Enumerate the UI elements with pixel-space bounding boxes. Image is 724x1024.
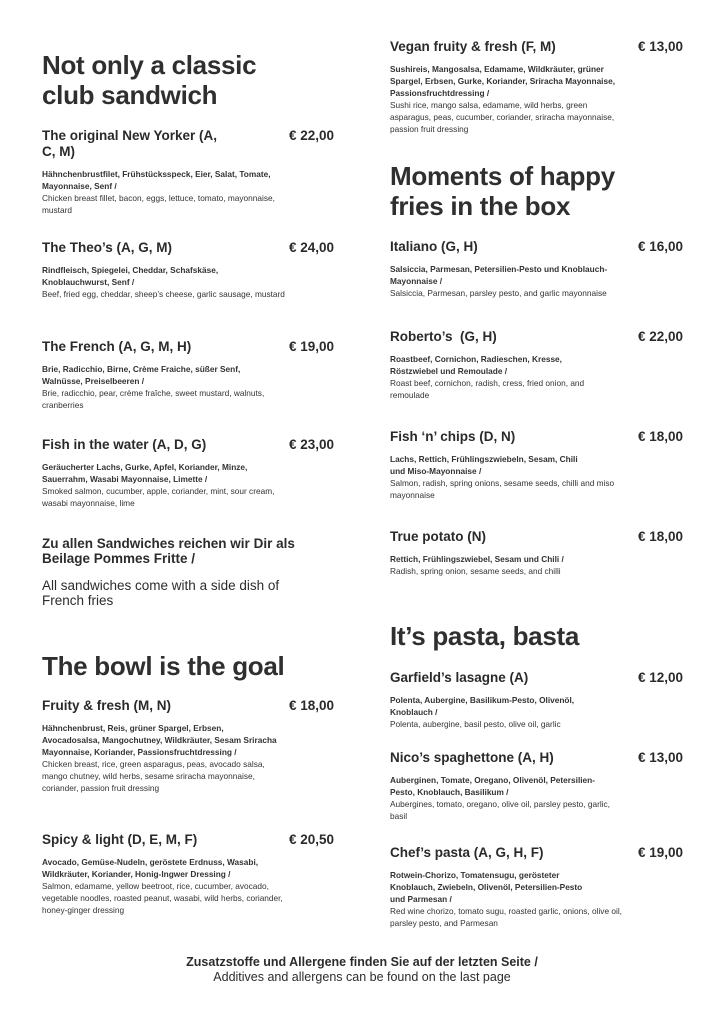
menu-item-theo [42, 240, 334, 300]
item-name: Fish ‘n’ chips (D, N) [390, 429, 516, 444]
item-name: The French (A, G, M, H) [42, 339, 192, 354]
menu-item-fruity-fresh [42, 698, 334, 794]
item-price: € 18,00 [288, 698, 334, 713]
menu-item-french [42, 339, 334, 411]
item-desc-en: Chicken breast, rice, green asparagus, peas, avocado salsa, mango chutney, wild herbs, sesame sriracha mayonnaise, coriander, passion fruit dressing [42, 759, 265, 793]
footer-allergen-note [0, 955, 724, 985]
item-name: Fish in the water (A, D, G) [42, 437, 207, 452]
section-title-pasta [390, 621, 579, 651]
side-note [42, 536, 332, 608]
item-desc-en: Red wine chorizo, tomato sugu, roasted garlic, onions, olive oil, parsley pesto, and Parmesan [390, 906, 622, 928]
title-line: fries in the box [390, 191, 571, 221]
menu-item-true-potato [390, 529, 683, 577]
item-name: Spicy & light (D, E, M, F) [42, 832, 198, 847]
item-desc-de: Rotwein-Chorizo, Tomatensugu, gerösteter Knoblauch, Zwiebeln, Olivenöl, Petersilien-Pesto und Parmesan / [390, 870, 583, 904]
item-desc-de: Avocado, Gemüse-Nudeln, geröstete Erdnuss, Wasabi, Wildkräuter, Koriander, Honig-Ingwer Dressing / [42, 857, 259, 879]
item-desc-en: Aubergines, tomato, oregano, olive oil, parsley pesto, garlic, basil [390, 799, 610, 821]
title-line: The bowl is the goal [42, 651, 285, 681]
item-name: Garfield’s lasagne (A) [390, 670, 529, 685]
item-name: The Theo’s (A, G, M) [42, 240, 172, 255]
item-price: € 22,00 [637, 329, 683, 344]
item-desc-en: Salmon, edamame, yellow beetroot, rice, cucumber, avocado, vegetable noodles, roasted peanut, wasabi, wild herbs, coriander, honey-ginger dressing [42, 881, 283, 915]
item-desc-de: Hähnchenbrustfilet, Frühstücksspeck, Eier, Salat, Tomate, Mayonnaise, Senf / [42, 169, 271, 191]
menu-item-fish-chips [390, 429, 683, 501]
section-title-bowl [42, 651, 284, 681]
item-price: € 18,00 [637, 429, 683, 444]
section-title-fries [390, 161, 615, 221]
item-price: € 18,00 [637, 529, 683, 544]
item-desc-en: Beef, fried egg, cheddar, sheep’s cheese, garlic sausage, mustard [42, 289, 285, 299]
item-price: € 19,00 [288, 339, 334, 354]
item-price: € 12,00 [637, 670, 683, 685]
item-desc-de: Salsiccia, Parmesan, Petersilien-Pesto und Knoblauch-Mayonnaise / [390, 264, 608, 286]
item-desc-en: Salmon, radish, spring onions, sesame seeds, chilli and miso mayonnaise [390, 478, 615, 500]
item-price: € 20,50 [288, 832, 334, 847]
section-title-sandwich [42, 50, 256, 110]
item-desc-de: Polenta, Aubergine, Basilikum-Pesto, Olivenöl, Knoblauch / [390, 695, 575, 717]
item-price: € 13,00 [637, 750, 683, 765]
menu-item-vegan-fruity [390, 39, 683, 135]
title-line: It’s pasta, basta [390, 621, 580, 651]
menu-item-garfield [390, 670, 683, 730]
item-desc-de: Lachs, Rettich, Frühlingszwiebeln, Sesam, Chili und Miso-Mayonnaise / [390, 454, 578, 476]
item-price: € 23,00 [288, 437, 334, 452]
menu-item-nico [390, 750, 683, 822]
menu-item-roberto [390, 329, 683, 401]
item-desc-de: Rindfleisch, Spiegelei, Cheddar, Schafskäse, Knoblauchwurst, Senf / [42, 265, 219, 287]
item-price: € 24,00 [288, 240, 334, 255]
item-price: € 19,00 [637, 845, 683, 860]
menu-item-fish-water [42, 437, 334, 509]
item-name: Fruity & fresh (M, N) [42, 698, 172, 713]
item-name: Italiano (G, H) [390, 239, 478, 254]
item-name: Chef’s pasta (A, G, H, F) [390, 845, 544, 860]
item-desc-en: Sushi rice, mango salsa, edamame, wild herbs, green asparagus, peas, cucumber, coriander, sriracha mayonnaise, passion fruit dressing [390, 100, 615, 134]
side-note-de: Zu allen Sandwiches reichen wir Dir als Beilage Pommes Fritte / [42, 536, 295, 566]
item-desc-en: Polenta, aubergine, basil pesto, olive oil, garlic [390, 719, 561, 729]
item-name: Nico’s spaghettone (A, H) [390, 750, 554, 765]
footer-en: Additives and allergens can be found on the last page [213, 970, 511, 984]
title-line: Not only a classic [42, 50, 257, 80]
footer-de: Zusatzstoffe und Allergene finden Sie auf der letzten Seite / [186, 955, 538, 969]
item-desc-en: Roast beef, cornichon, radish, cress, fried onion, and remoulade [390, 378, 585, 400]
side-note-en: All sandwiches come with a side dish of French fries [42, 578, 280, 608]
item-name: True potato (N) [390, 529, 486, 544]
item-desc-de: Geräucherter Lachs, Gurke, Apfel, Koriander, Minze, Sauerrahm, Wasabi Mayonnaise, Limette / [42, 462, 248, 484]
menu-item-spicy-light [42, 832, 334, 916]
item-desc-de: Hähnchenbrust, Reis, grüner Spargel, Erbsen, Avocadosalsa, Mangochutney, Wildkräuter, Sesam Sriracha Mayonnaise, Koriander, Passionsfruchtdressing / [42, 723, 277, 757]
item-desc-en: Radish, spring onion, sesame seeds, and chilli [390, 566, 561, 576]
title-line: club sandwich [42, 80, 218, 110]
item-desc-en: Chicken breast fillet, bacon, eggs, lettuce, tomato, mayonnaise, mustard [42, 193, 275, 215]
menu-item-italiano [390, 239, 683, 299]
item-name: Vegan fruity & fresh (F, M) [390, 39, 556, 54]
item-desc-en: Brie, radicchio, pear, crème fraîche, sweet mustard, walnuts, cranberries [42, 388, 265, 410]
title-line: Moments of happy [390, 161, 615, 191]
item-desc-de: Brie, Radicchio, Birne, Crème Fraiche, süßer Senf, Walnüsse, Preiselbeeren / [42, 364, 241, 386]
item-desc-de: Rettich, Frühlingszwiebel, Sesam und Chili / [390, 554, 564, 564]
menu-item-new-yorker [42, 128, 334, 216]
item-name: The original New Yorker (A, C, M) [42, 128, 218, 159]
item-price: € 16,00 [637, 239, 683, 254]
menu-item-chef-pasta [390, 845, 683, 929]
item-name: Roberto’s (G, H) [390, 329, 497, 344]
item-desc-en: Salsiccia, Parmesan, parsley pesto, and garlic mayonnaise [390, 288, 607, 298]
item-desc-de: Auberginen, Tomate, Oregano, Olivenöl, Petersilien-Pesto, Knoblauch, Basilikum / [390, 775, 596, 797]
item-desc-en: Smoked salmon, cucumber, apple, coriander, mint, sour cream, wasabi mayonnaise, lime [42, 486, 275, 508]
item-price: € 13,00 [637, 39, 683, 54]
item-desc-de: Roastbeef, Cornichon, Radieschen, Kresse, Röstzwiebel und Remoulade / [390, 354, 562, 376]
item-desc-de: Sushireis, Mangosalsa, Edamame, Wildkräuter, grüner Spargel, Erbsen, Gurke, Koriander, Sriracha Mayonnaise, Passionsfruchtdressing / [390, 64, 616, 98]
item-price: € 22,00 [288, 128, 334, 143]
